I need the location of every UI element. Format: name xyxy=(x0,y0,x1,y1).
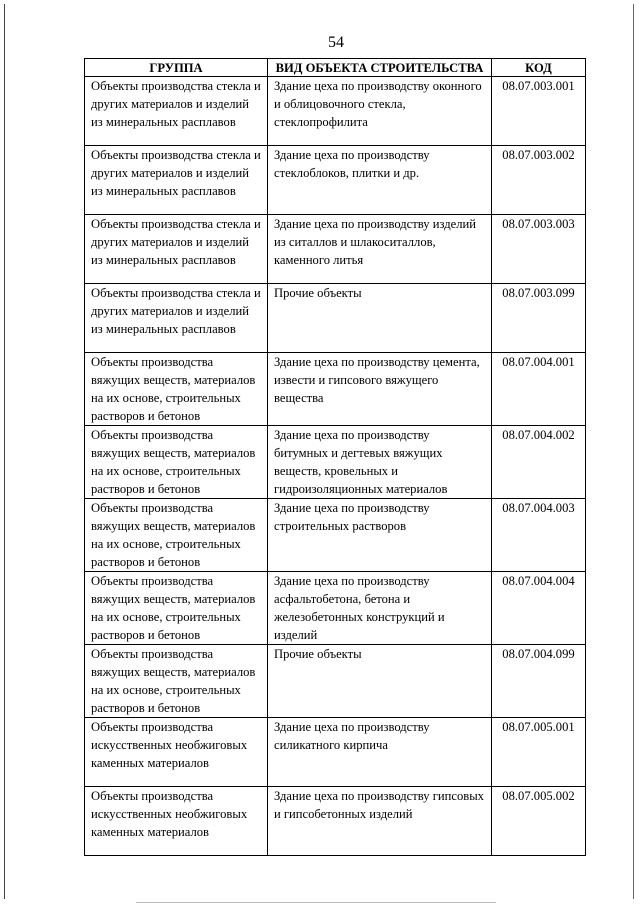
cell-object-type: Здание цеха по производству силикатного кирпича xyxy=(268,718,492,787)
cell-code: 08.07.004.001 xyxy=(492,353,586,426)
cell-object-type: Здание цеха по производству асфальтобетона, бетона и железобетонных конструкций и изделий xyxy=(268,572,492,645)
table-header-row xyxy=(85,59,586,77)
cell-group: Объекты производства стекла и других материалов и изделий из минеральных расплавов xyxy=(85,77,268,146)
bottom-edge-line xyxy=(136,902,496,903)
cell-object-type: Здание цеха по производству гипсовых и гипсобетонных изделий xyxy=(268,787,492,856)
table-row xyxy=(85,353,586,426)
table-row xyxy=(85,572,586,645)
cell-code: 08.07.004.004 xyxy=(492,572,586,645)
table-row xyxy=(85,718,586,787)
table-row xyxy=(85,215,586,284)
cell-object-type: Здание цеха по производству изделий из ситаллов и шлакоситаллов, каменного литья xyxy=(268,215,492,284)
header-group: ГРУППА xyxy=(85,59,268,77)
cell-code: 08.07.003.001 xyxy=(492,77,586,146)
table-row xyxy=(85,146,586,215)
table-row xyxy=(85,284,586,353)
cell-object-type: Прочие объекты xyxy=(268,284,492,353)
cell-group: Объекты производства вяжущих веществ, материалов на их основе, строительных растворов и бетонов xyxy=(85,572,268,645)
cell-code: 08.07.004.003 xyxy=(492,499,586,572)
cell-group: Объекты производства стекла и других материалов и изделий из минеральных расплавов xyxy=(85,146,268,215)
table-row xyxy=(85,645,586,718)
cell-group: Объекты производства вяжущих веществ, материалов на их основе, строительных растворов и бетонов xyxy=(85,499,268,572)
table-row xyxy=(85,787,586,856)
cell-object-type: Здание цеха по производству оконного и облицовочного стекла, стеклопрофилита xyxy=(268,77,492,146)
page-number: 54 xyxy=(328,34,344,51)
cell-code: 08.07.005.002 xyxy=(492,787,586,856)
cell-object-type: Здание цеха по производству битумных и дегтевых вяжущих веществ, кровельных и гидроизоляционных материалов xyxy=(268,426,492,499)
cell-object-type: Здание цеха по производству цемента, извести и гипсового вяжущего вещества xyxy=(268,353,492,426)
cell-group: Объекты производства вяжущих веществ, материалов на их основе, строительных растворов и бетонов xyxy=(85,353,268,426)
cell-group: Объекты производства искусственных необжиговых каменных материалов xyxy=(85,718,268,787)
cell-group: Объекты производства вяжущих веществ, материалов на их основе, строительных растворов и бетонов xyxy=(85,426,268,499)
table-row xyxy=(85,77,586,146)
cell-code: 08.07.003.002 xyxy=(492,146,586,215)
cell-group: Объекты производства вяжущих веществ, материалов на их основе, строительных растворов и бетонов xyxy=(85,645,268,718)
construction-objects-table xyxy=(84,58,586,856)
cell-code: 08.07.004.002 xyxy=(492,426,586,499)
cell-code: 08.07.003.099 xyxy=(492,284,586,353)
cell-object-type: Здание цеха по производству строительных растворов xyxy=(268,499,492,572)
table-row xyxy=(85,499,586,572)
cell-group: Объекты производства стекла и других материалов и изделий из минеральных расплавов xyxy=(85,215,268,284)
cell-group: Объекты производства искусственных необжиговых каменных материалов xyxy=(85,787,268,856)
cell-code: 08.07.004.099 xyxy=(492,645,586,718)
header-object-type: ВИД ОБЪЕКТА СТРОИТЕЛЬСТВА xyxy=(268,59,492,77)
cell-object-type: Здание цеха по производству стеклоблоков, плитки и др. xyxy=(268,146,492,215)
cell-code: 08.07.003.003 xyxy=(492,215,586,284)
cell-code: 08.07.005.001 xyxy=(492,718,586,787)
cell-object-type: Прочие объекты xyxy=(268,645,492,718)
table-row xyxy=(85,426,586,499)
cell-group: Объекты производства стекла и других материалов и изделий из минеральных расплавов xyxy=(85,284,268,353)
header-code: КОД xyxy=(492,59,586,77)
